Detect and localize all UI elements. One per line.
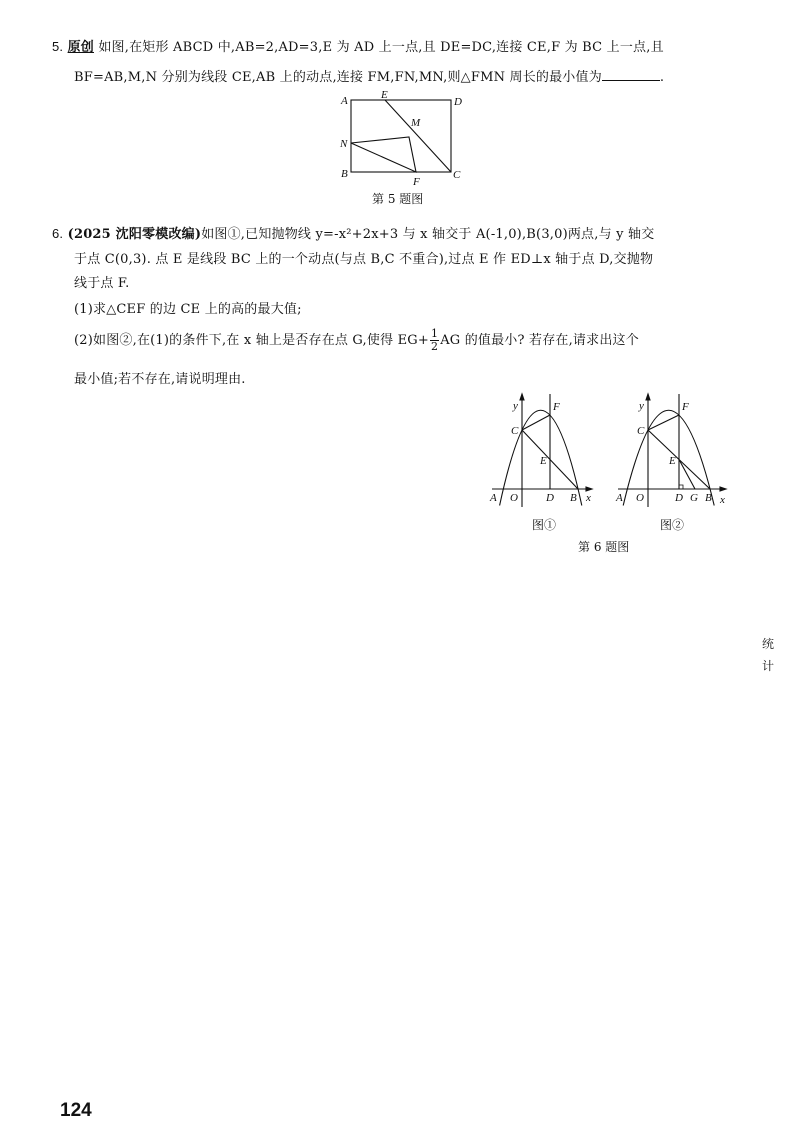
label-c: C	[637, 425, 645, 437]
label-d: D	[675, 492, 683, 504]
q5-text-2: BF=AB,M,N 分别为线段 CE,AB 上的动点,连接 FM,FN,MN,则△FMN 周长的最小值为	[74, 70, 602, 85]
label-o: O	[510, 492, 518, 504]
label-a: A	[490, 492, 497, 504]
label-y: y	[513, 400, 518, 412]
label-f: F	[413, 176, 420, 188]
label-e: E	[381, 89, 388, 101]
label-b: B	[705, 492, 712, 504]
page-number: 124	[60, 1100, 92, 1121]
label-c: C	[511, 425, 519, 437]
side-tab-char-2: 计	[762, 659, 775, 673]
segment-eg	[679, 460, 695, 490]
fraction-one-half	[430, 328, 439, 353]
label-e: E	[540, 455, 547, 467]
q6-line-3: 线于点 F.	[74, 276, 130, 291]
label-o: O	[636, 492, 644, 504]
q5-end: .	[659, 70, 665, 85]
fraction-denominator: 2	[430, 340, 439, 353]
label-y: y	[639, 400, 644, 412]
x-axis-arrow	[720, 487, 726, 491]
label-f: F	[553, 401, 560, 413]
q6-number: 6.	[52, 226, 64, 241]
q6-part-1: (1)求△CEF 的边 CE 上的高的最大值;	[74, 302, 302, 317]
label-x: x	[720, 494, 725, 506]
q6-fig2-caption: 图②	[660, 518, 685, 532]
label-n: N	[340, 138, 348, 150]
q6-caption: 第 6 题图	[578, 540, 630, 554]
label-f: F	[682, 401, 689, 413]
q6-source: (2025 沈阳零模改编)	[67, 227, 202, 242]
label-a: A	[616, 492, 623, 504]
q5-line-2	[74, 66, 664, 85]
side-tab-char-1: 统	[762, 637, 775, 651]
q5-text-1: 如图,在矩形 ABCD 中,AB=2,AD=3,E 为 AD 上一点,且 DE=DC,连接 CE,F 为 BC 上一点,且	[98, 40, 664, 55]
q6-figure-2	[610, 392, 735, 517]
q6-figure-1	[482, 392, 602, 517]
answer-blank[interactable]	[602, 68, 660, 81]
q5-number: 5.	[52, 39, 64, 54]
y-axis-arrow	[646, 394, 650, 400]
q5-figure	[330, 88, 470, 188]
q6-part-2-b: AG 的值最小? 若存在,请求出这个	[440, 333, 639, 348]
label-d: D	[546, 492, 554, 504]
label-a: A	[341, 95, 348, 107]
q6-line-2: 于点 C(0,3). 点 E 是线段 BC 上的一个动点(与点 B,C 不重合),过点 E 作 ED⊥x 轴于点 D,交抛物	[74, 252, 654, 267]
rectangle-abcd	[351, 100, 451, 172]
label-b: B	[570, 492, 577, 504]
triangle-fmn	[351, 137, 416, 172]
label-c: C	[453, 169, 461, 181]
q6-part-2	[74, 328, 639, 353]
q5-tag: 原创	[67, 40, 94, 55]
label-d: D	[454, 96, 462, 108]
q6-fig1-caption: 图①	[532, 518, 557, 532]
label-e: E	[669, 455, 676, 467]
q6-line-1	[52, 223, 654, 242]
q6-text-1: 如图①,已知抛物线 y=-x²+2x+3 与 x 轴交于 A(-1,0),B(3,0)两点,与 y 轴交	[201, 227, 655, 242]
q5-line-1	[52, 36, 664, 55]
q6-part-2-a: (2)如图②,在(1)的条件下,在 x 轴上是否存在点 G,使得 EG+	[74, 333, 429, 348]
label-m: M	[411, 117, 421, 129]
fraction-numerator: 1	[430, 327, 439, 340]
x-axis-arrow	[586, 487, 592, 491]
right-angle-mark	[679, 485, 683, 489]
segment-ce	[385, 100, 451, 172]
label-x: x	[586, 492, 591, 504]
label-b: B	[341, 168, 348, 180]
y-axis-arrow	[520, 394, 524, 400]
side-tab	[762, 633, 776, 677]
q5-caption: 第 5 题图	[372, 192, 424, 206]
q6-part-2-c: 最小值;若不存在,请说明理由.	[74, 372, 246, 387]
label-g: G	[690, 492, 698, 504]
